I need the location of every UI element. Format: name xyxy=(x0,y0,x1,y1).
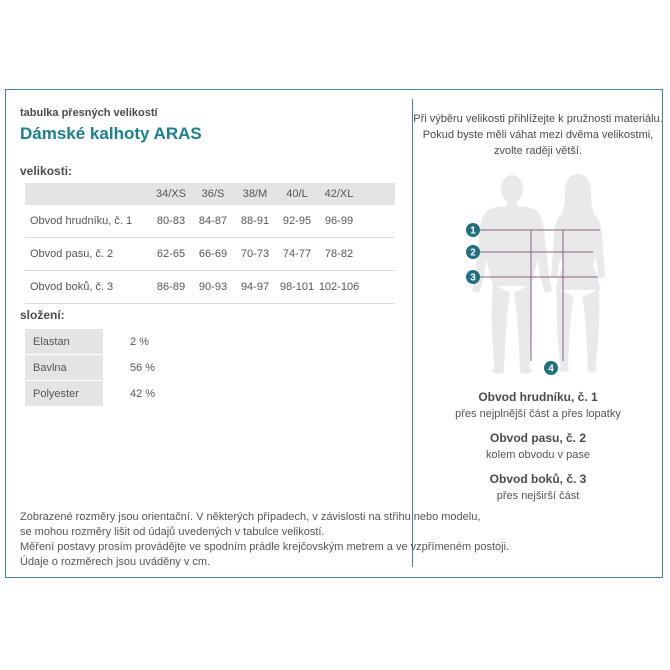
body-measurement-diagram xyxy=(412,165,664,390)
legend-title: Obvod boků, č. 3 xyxy=(489,472,587,486)
size-value: 90-93 xyxy=(192,271,234,304)
size-column-header: 38/M xyxy=(234,183,276,205)
material-percent: 56 % xyxy=(130,361,156,374)
table-eyebrow: tabulka přesných velikostí xyxy=(20,107,158,119)
material-name: Bavlna xyxy=(25,355,103,380)
size-value: 70-73 xyxy=(234,238,276,271)
advice-line: Při výběru velikosti přihlížejte k pružnosti materiálu. xyxy=(413,113,663,125)
list-item xyxy=(25,355,245,380)
composition-table xyxy=(25,329,245,407)
sizing-advice xyxy=(413,111,663,159)
list-item xyxy=(25,381,245,406)
advice-line: zvolte raději větší. xyxy=(493,145,583,157)
size-value: 102-106 xyxy=(318,271,360,304)
legend-desc: přes nejširší část xyxy=(496,490,580,502)
size-column-header-empty xyxy=(25,183,150,205)
size-column-header: 36/S xyxy=(192,183,234,205)
size-column-header-pad xyxy=(360,183,395,205)
female-silhouette xyxy=(551,174,605,372)
male-silhouette xyxy=(472,175,552,374)
size-value: 84-87 xyxy=(192,205,234,238)
marker-3-number: 3 xyxy=(470,272,476,284)
measurement-label: Obvod boků, č. 3 xyxy=(25,271,150,304)
size-value-pad xyxy=(360,271,395,304)
legend-desc: přes nejplnější část a přes lopatky xyxy=(455,408,621,420)
legend-title: Obvod pasu, č. 2 xyxy=(489,431,587,445)
size-table xyxy=(25,183,395,304)
marker-1-number: 1 xyxy=(470,225,476,237)
measurement-label: Obvod pasu, č. 2 xyxy=(25,238,150,271)
sizes-section-label: velikosti: xyxy=(20,164,73,178)
page-title: Dámské kalhoty ARAS xyxy=(20,124,202,143)
size-value: 86-89 xyxy=(150,271,192,304)
size-value: 66-69 xyxy=(192,238,234,271)
measurement-legend xyxy=(412,390,664,513)
size-value: 88-91 xyxy=(234,205,276,238)
size-column-header: 40/L xyxy=(276,183,318,205)
marker-2-number: 2 xyxy=(470,247,476,259)
size-value: 94-97 xyxy=(234,271,276,304)
marker-4-number: 4 xyxy=(548,363,554,375)
note-line: se mohou rozměry lišit od údajů uvedených v tabulce velikostí. xyxy=(20,526,325,538)
size-value: 98-101 xyxy=(276,271,318,304)
size-value: 80-83 xyxy=(150,205,192,238)
material-percent: 2 % xyxy=(130,335,149,348)
table-row xyxy=(25,238,395,271)
size-value: 78-82 xyxy=(318,238,360,271)
size-value: 62-65 xyxy=(150,238,192,271)
note-line: Údaje o rozměrech jsou uváděny v cm. xyxy=(20,556,211,568)
size-value: 92-95 xyxy=(276,205,318,238)
legend-desc: kolem obvodu v pase xyxy=(486,449,590,461)
size-value: 96-99 xyxy=(318,205,360,238)
measurement-label: Obvod hrudníku, č. 1 xyxy=(25,205,150,238)
advice-line: Pokud byste měli váhat mezi dvěma velikostmi, xyxy=(422,129,654,141)
material-name: Polyester xyxy=(25,381,103,406)
size-value-pad xyxy=(360,205,395,238)
list-item xyxy=(25,329,245,354)
table-row xyxy=(25,205,395,238)
disclaimer-notes xyxy=(20,510,509,570)
size-column-header: 42/XL xyxy=(318,183,360,205)
composition-section-label: složení: xyxy=(20,308,65,322)
note-line: Měření postavy prosím provádějte ve spodním prádle krejčovským metrem a ve vzpřímeném postoji. xyxy=(20,541,510,553)
size-table-header-row xyxy=(25,183,395,205)
material-name: Elastan xyxy=(25,329,103,354)
note-line: Zobrazené rozměry jsou orientační. V některých případech, v závislosti na střihu nebo modelu, xyxy=(20,511,481,523)
size-value-pad xyxy=(360,238,395,271)
legend-title: Obvod hrudníku, č. 1 xyxy=(478,390,598,404)
material-percent: 42 % xyxy=(130,387,156,400)
size-value: 74-77 xyxy=(276,238,318,271)
table-row xyxy=(25,271,395,304)
size-column-header: 34/XS xyxy=(150,183,192,205)
